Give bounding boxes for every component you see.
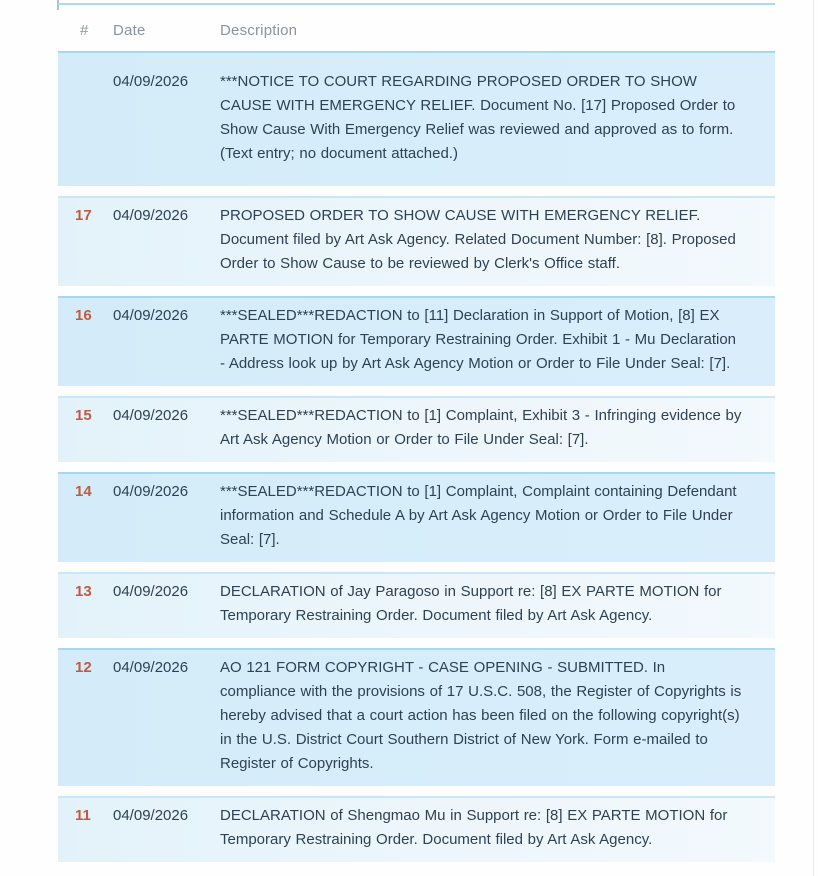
- docket-entry-description: ***NOTICE TO COURT REGARDING PROPOSED ORDER TO SHOW CAUSE WITH EMERGENCY RELIEF. Document No. [17] Proposed Order to Show Cause With Emergency Relief was reviewed and approved as to form. (Text entry; no document attached.): [220, 73, 736, 162]
- docket-entry-description: AO 121 FORM COPYRIGHT - CASE OPENING - SUBMITTED. In compliance with the provisions of 17 U.S.C. 508, the Register of Copyrights is hereby advised that a court action has been filed on the following copyright(s) in the U.S. District Court Southern District of New York. Form e-mailed to Register of Copyrights.: [220, 659, 742, 772]
- docket-row-16[interactable]: [58, 296, 775, 386]
- docket-row-13[interactable]: [58, 572, 775, 638]
- docket-entry-description: ***SEALED***REDACTION to [11] Declaration in Support of Motion, [8] EX PARTE MOTION for Temporary Restraining Order. Exhibit 1 - Mu Declaration - Address look up by Art Ask Agency Motion or Order to File Under Seal: [7].: [220, 307, 737, 372]
- docket-entry-number[interactable]: 13: [75, 583, 92, 600]
- docket-entry-number[interactable]: 11: [75, 807, 91, 824]
- column-header-description[interactable]: Description: [220, 22, 298, 39]
- docket-entry-description: PROPOSED ORDER TO SHOW CAUSE WITH EMERGENCY RELIEF. Document filed by Art Ask Agency. Related Document Number: [8]. Proposed Order to Show Cause to be reviewed by Clerk's Office staff.: [220, 207, 736, 272]
- docket-entry-date: 04/09/2026: [113, 307, 189, 324]
- docket-entry-date: 04/09/2026: [113, 407, 189, 424]
- docket-entries-table: [58, 0, 775, 862]
- docket-row-11[interactable]: [58, 796, 775, 862]
- docket-entry-date: 04/09/2026: [113, 207, 189, 224]
- docket-entry-date: 04/09/2026: [113, 807, 189, 824]
- docket-entry-number[interactable]: 14: [75, 483, 92, 500]
- docket-entry-description: ***SEALED***REDACTION to [1] Complaint, Complaint containing Defendant information and Schedule A by Art Ask Agency Motion or Order to File Under Seal: [7].: [220, 483, 737, 548]
- docket-entry-number[interactable]: 17: [75, 207, 92, 224]
- docket-entry-number: [58, 70, 113, 166]
- docket-entry-description: DECLARATION of Jay Paragoso in Support re: [8] EX PARTE MOTION for Temporary Restraining Order. Document filed by Art Ask Agency.: [220, 583, 722, 624]
- docket-row-15[interactable]: [58, 396, 775, 462]
- docket-table-header: [58, 0, 775, 51]
- docket-row-12[interactable]: [58, 648, 775, 786]
- docket-entry-description: ***SEALED***REDACTION to [1] Complaint, Exhibit 3 - Infringing evidence by Art Ask Agency Motion or Order to File Under Seal: [7].: [220, 407, 742, 448]
- docket-entry-number[interactable]: 15: [75, 407, 92, 424]
- docket-entry-date: 04/09/2026: [113, 659, 189, 676]
- docket-entry-description: DECLARATION of Shengmao Mu in Support re: [8] EX PARTE MOTION for Temporary Restraining Order. Document filed by Art Ask Agency.: [220, 807, 728, 848]
- docket-row-14[interactable]: [58, 472, 775, 562]
- right-edge-line: [813, 0, 814, 876]
- docket-row-17[interactable]: [58, 196, 775, 286]
- column-header-number[interactable]: #: [80, 22, 89, 39]
- column-header-date[interactable]: Date: [113, 22, 146, 39]
- docket-entry-date: 04/09/2026: [113, 73, 189, 90]
- docket-entry-date: 04/09/2026: [113, 483, 189, 500]
- docket-entry-number[interactable]: 12: [75, 659, 92, 676]
- docket-row-notice[interactable]: [58, 51, 775, 186]
- docket-entry-number[interactable]: 16: [75, 307, 92, 324]
- docket-entry-date: 04/09/2026: [113, 583, 189, 600]
